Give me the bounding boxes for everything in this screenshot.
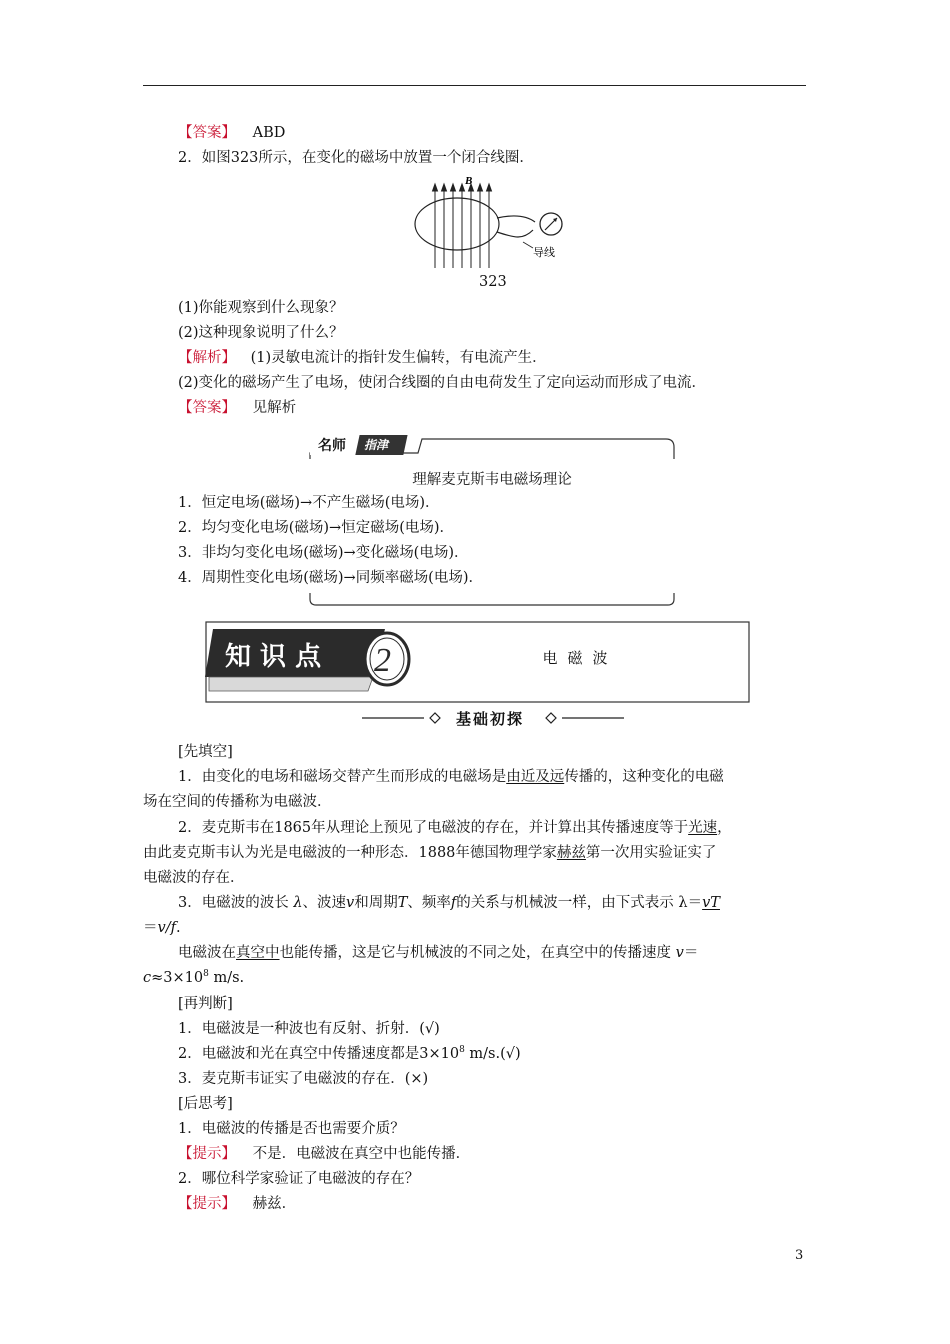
fill-p1-line1 xyxy=(178,767,724,787)
tip-item-2: 2．均匀变化电场(磁场)→恒定磁场(电场)． xyxy=(178,520,455,536)
section-label: 知 识 点 xyxy=(225,642,322,672)
answer-line-2 xyxy=(178,398,296,418)
text-span: m/s. xyxy=(213,970,245,986)
think-hint-2 xyxy=(178,1194,296,1214)
exponent: 8 xyxy=(459,1045,465,1055)
text-span: . xyxy=(175,920,181,936)
question-2-sub2: (2)这种现象说明了什么？ xyxy=(178,325,344,341)
hint-text-2: 赫兹． xyxy=(252,1196,297,1212)
tip-item-3: 3．非均匀变化电场(磁场)→变化磁场(电场)． xyxy=(178,545,469,561)
think-question-2: 2．哪位科学家验证了电磁波的存在？ xyxy=(178,1171,420,1187)
tip-item-4: 4．周期性变化电场(磁场)→同频率磁场(电场)． xyxy=(178,570,484,586)
section-number: 2 xyxy=(374,642,391,679)
analysis-text-1: (1)灵敏电流计的指针发生偏转，有电流产生． xyxy=(250,350,547,366)
blank-answer: vT xyxy=(702,895,720,911)
fill-p2-line3: 电磁波的存在． xyxy=(143,870,245,886)
tip-title: 理解麦克斯韦电磁场理论 xyxy=(412,472,572,488)
analysis-tag: 【解析】 xyxy=(178,350,236,366)
text-span: 第一次用实验证实了 xyxy=(585,845,717,861)
text-span: 也能传播，这是它与机械波的不同之处，在真空中的传播速度 xyxy=(279,945,671,961)
field-label-b: B xyxy=(465,175,473,187)
answer-text: ABD xyxy=(252,125,286,141)
subhead-title: 基础初探 xyxy=(455,710,524,728)
wire-label: 导线 xyxy=(533,246,555,259)
field-arrowhead xyxy=(487,184,492,191)
text-span: m/s.(√) xyxy=(469,1046,521,1062)
analysis-line-1 xyxy=(178,348,547,368)
judge-item-1: 1．电磁波是一种波也有反射、折射．(√) xyxy=(178,1021,440,1037)
think-hint-1 xyxy=(178,1144,470,1164)
symbol-lambda: λ xyxy=(293,895,303,911)
text-span: 的关系与机械波一样，由下式表示 xyxy=(456,895,674,911)
exponent: 8 xyxy=(203,969,209,979)
judge-head: [再判断] xyxy=(178,996,233,1012)
field-arrowhead xyxy=(478,184,483,191)
text-span: 1．由变化的电场和磁场交替产生而形成的电磁场是 xyxy=(178,769,507,785)
field-arrowhead xyxy=(451,184,456,191)
fill-head: [先填空] xyxy=(178,744,233,760)
field-arrowhead xyxy=(433,184,438,191)
fill-p1-line2: 场在空间的传播称为电磁波． xyxy=(143,794,332,810)
text-span: 传播的，这种变化的电磁 xyxy=(564,769,724,785)
blank-answer: 光速 xyxy=(688,820,718,836)
field-arrowhead xyxy=(460,184,465,191)
text-span: ≈3×10 xyxy=(151,970,204,986)
fill-p3-line1 xyxy=(178,893,720,913)
text-span: 由此麦克斯韦认为光是电磁波的一种形态．1888年德国物理学家 xyxy=(143,845,557,861)
blank-answer: 真空中 xyxy=(236,945,280,961)
hint-tag: 【提示】 xyxy=(178,1196,236,1212)
text-span: 、波速 xyxy=(302,895,347,911)
hint-tag: 【提示】 xyxy=(178,1146,236,1162)
coil-ellipse xyxy=(415,198,499,250)
equation-lhs: λ＝ xyxy=(678,895,703,911)
blank-answer: 赫兹 xyxy=(556,845,586,861)
text-span: 3．电磁波的波长 xyxy=(178,895,289,911)
judge-item-3: 3．麦克斯韦证实了电磁波的存在．(×) xyxy=(178,1071,429,1087)
think-question-1: 1．电磁波的传播是否也需要介质？ xyxy=(178,1121,405,1137)
page-number: 3 xyxy=(795,1248,804,1263)
header-rule xyxy=(143,85,806,86)
symbol-t: T xyxy=(397,895,408,911)
text-span: 和周期 xyxy=(354,895,398,911)
judge-item-2 xyxy=(178,1044,521,1064)
text-span: 2．麦克斯韦在1865年从理论上预见了电磁波的存在，并计算出其传播速度等于 xyxy=(178,820,689,836)
figure-caption: 323 xyxy=(479,274,507,290)
fill-p3-line2 xyxy=(143,918,181,938)
section-title: 电磁波 xyxy=(542,649,618,667)
text-span: ， xyxy=(717,820,732,836)
symbol-f: f xyxy=(450,895,457,911)
text-span: ＝ xyxy=(683,945,699,961)
tip-badge-b: 指津 xyxy=(364,438,389,452)
fill-p2-line1 xyxy=(178,818,732,838)
symbol-v: v xyxy=(346,895,355,911)
text-span: 、频率 xyxy=(407,895,451,911)
text-span: 电磁波在 xyxy=(178,945,236,961)
hint-text-1: 不是．电磁波在真空中也能传播． xyxy=(252,1146,471,1162)
tip-item-1: 1．恒定电场(磁场)→不产生磁场(电场)． xyxy=(178,495,440,511)
question-2-stem: 2．如图323所示，在变化的磁场中放置一个闭合线圈． xyxy=(178,150,534,166)
text-span: 2．电磁波和光在真空中传播速度都是3×10 xyxy=(178,1046,460,1062)
fill-p4-line1 xyxy=(178,943,698,963)
figure-323 xyxy=(405,172,585,272)
answer-text-2: 见解析 xyxy=(252,400,297,416)
symbol-v-over-f: v/f xyxy=(157,920,176,936)
analysis-line-2: (2)变化的磁场产生了电场，使闭合线圈的自由电荷发生了定向运动而形成了电流． xyxy=(178,375,707,391)
magnetic-field-lines xyxy=(433,184,492,268)
tip-box-bottom xyxy=(308,593,676,607)
blank-answer: 由近及远 xyxy=(506,769,565,785)
wire-path xyxy=(497,216,535,237)
tip-box-top xyxy=(308,433,676,461)
answer-line xyxy=(178,123,285,143)
think-head: [后思考] xyxy=(178,1096,233,1112)
symbol-v: v xyxy=(675,945,684,961)
question-2-sub1: (1)你能观察到什么现象？ xyxy=(178,300,344,316)
fill-p4-line2 xyxy=(143,968,244,988)
fill-p2-line2 xyxy=(143,843,716,863)
text-span: ＝ xyxy=(143,920,158,936)
answer-tag: 【答案】 xyxy=(178,125,236,141)
field-arrowhead xyxy=(442,184,447,191)
tip-badge-a: 名师 xyxy=(318,438,346,454)
answer-tag-2: 【答案】 xyxy=(178,400,236,416)
symbol-c: c xyxy=(143,970,152,986)
